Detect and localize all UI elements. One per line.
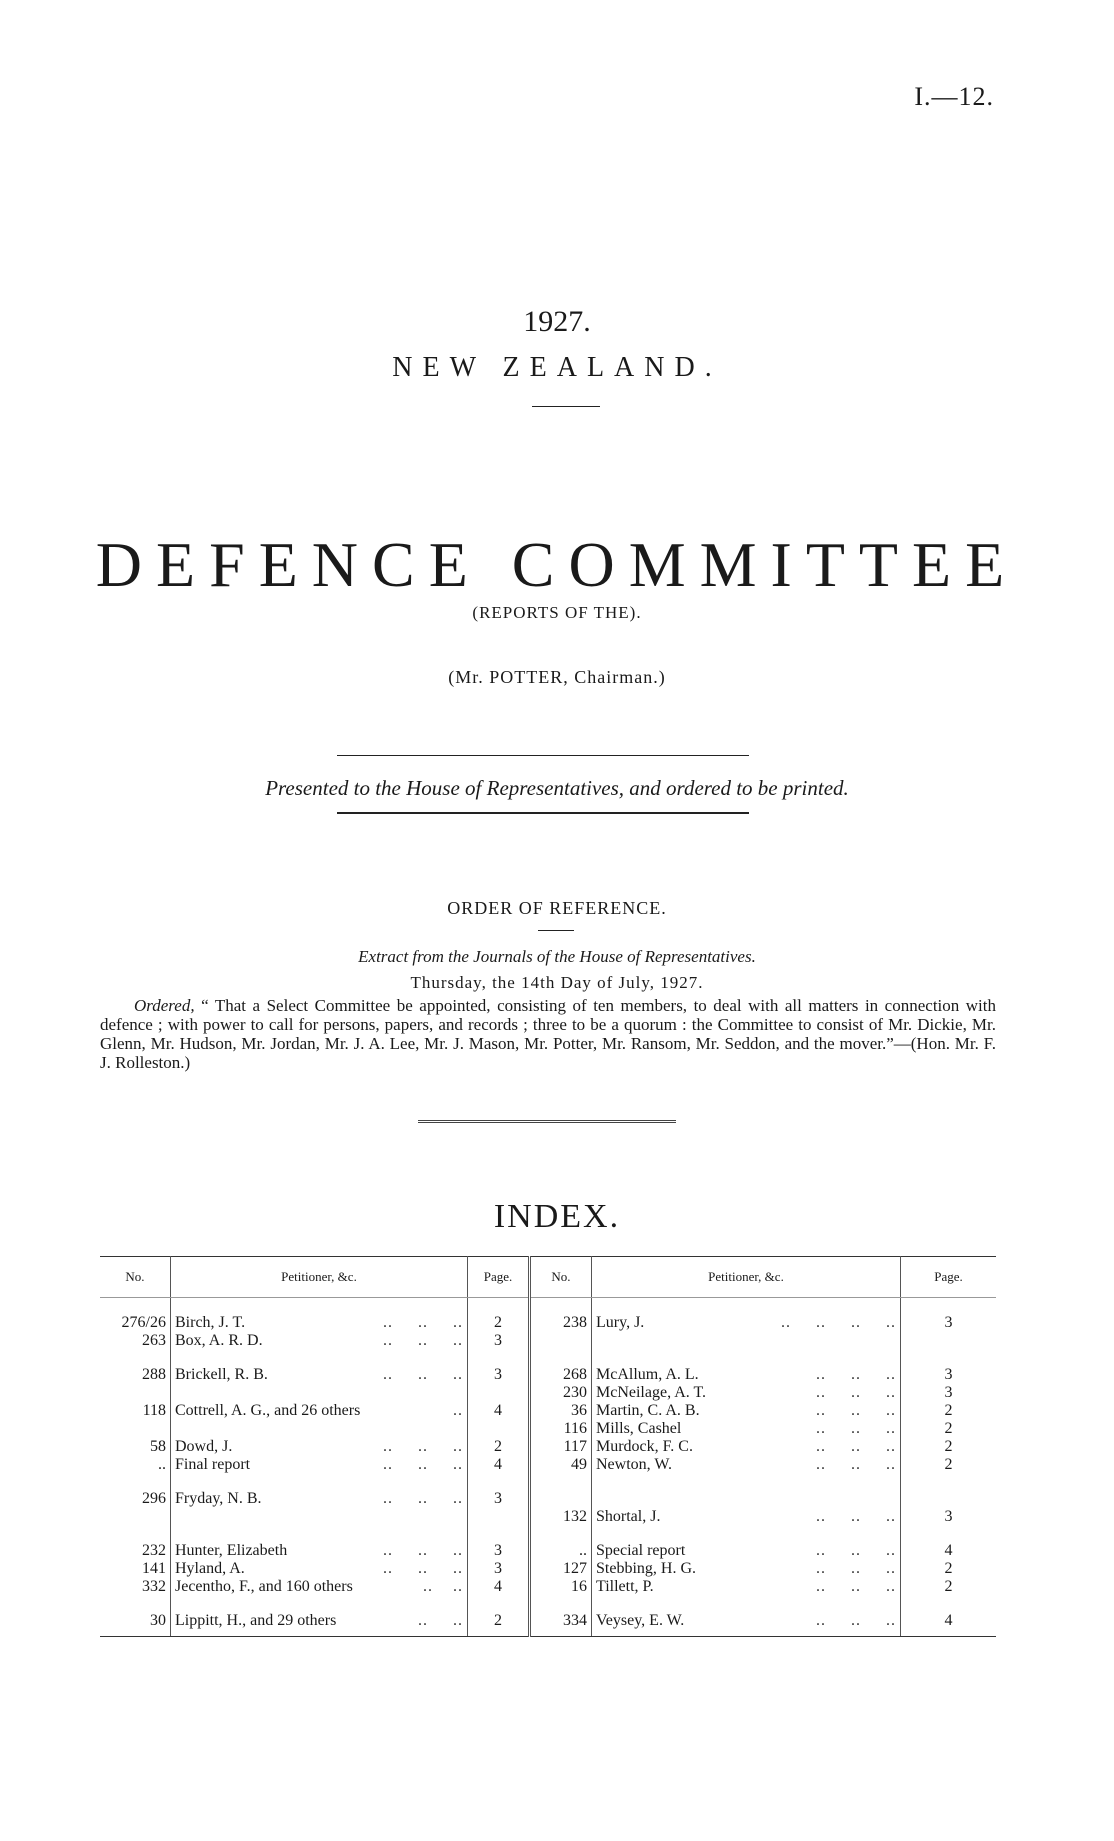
- header-page: Page.: [468, 1257, 530, 1298]
- row-page: 4: [468, 1456, 530, 1474]
- leader-dots-2: .. .. ..: [806, 1420, 896, 1437]
- row-petitioner-2: [592, 1384, 901, 1402]
- row-page-2: 2: [944, 1456, 953, 1473]
- row-page: 3: [468, 1366, 530, 1384]
- row-no-2: 49: [530, 1456, 592, 1474]
- table-row: [100, 1438, 996, 1456]
- row-petitioner-2: [592, 1366, 901, 1384]
- petitioner-name: Fryday, N. B.: [175, 1490, 262, 1507]
- table-row: [100, 1612, 996, 1637]
- row-petitioner-2: [592, 1420, 901, 1438]
- row-page: [468, 1508, 530, 1526]
- petitioner-name-2: Stebbing, H. G.: [596, 1560, 696, 1577]
- row-petitioner: [171, 1384, 468, 1402]
- row-page-2: 2: [944, 1402, 953, 1419]
- petitioner-name: Dowd, J.: [175, 1438, 233, 1455]
- divider-lower: [337, 812, 749, 814]
- leader-dots-2: .. .. ..: [806, 1384, 896, 1401]
- petitioner-name-2: Lury, J.: [596, 1314, 645, 1331]
- row-no: 141: [100, 1560, 171, 1578]
- row-page: 2: [468, 1438, 530, 1456]
- petitioner-name: Final report: [175, 1456, 251, 1473]
- row-no-2: 36: [530, 1402, 592, 1420]
- row-petitioner-2: [592, 1612, 901, 1637]
- petitioner-name: Birch, J. T.: [175, 1314, 246, 1331]
- row-petitioner: [171, 1420, 468, 1438]
- row-no: 332: [100, 1578, 171, 1596]
- leader-dots-2: .. .. .. ..: [771, 1314, 896, 1331]
- row-petitioner-2: [592, 1332, 901, 1350]
- row-page: 2: [468, 1298, 530, 1333]
- row-no: [100, 1384, 171, 1402]
- table-row: [100, 1490, 996, 1508]
- row-page-2: 3: [944, 1508, 953, 1525]
- table-row: [100, 1366, 996, 1384]
- page-title: DEFENCE COMMITTEE: [95, 529, 1019, 600]
- leader-dots: ..: [443, 1402, 463, 1419]
- row-petitioner-2: [592, 1508, 901, 1526]
- petitioner-name-2: Mills, Cashel: [596, 1420, 682, 1437]
- row-no: 276/26: [100, 1298, 171, 1333]
- row-petitioner-2: [592, 1438, 901, 1456]
- petitioner-name: Jecentho, F., and 160 others: [175, 1578, 353, 1595]
- row-page-2: 2: [944, 1560, 953, 1577]
- row-petitioner-2: [592, 1490, 901, 1508]
- index-body: [100, 1298, 996, 1637]
- row-no: [100, 1508, 171, 1526]
- row-no-2: 16: [530, 1578, 592, 1596]
- leader-dots: .. .. ..: [373, 1366, 463, 1383]
- row-no: 263: [100, 1332, 171, 1350]
- row-petitioner-2: [592, 1542, 901, 1560]
- table-row: [100, 1508, 996, 1526]
- index-title: INDEX.: [493, 1198, 621, 1235]
- leader-dots-2: .. .. ..: [806, 1402, 896, 1419]
- table-row: [100, 1456, 996, 1474]
- row-no-2: 116: [530, 1420, 592, 1438]
- row-petitioner: [171, 1366, 468, 1384]
- leader-dots: .. ..: [423, 1578, 463, 1595]
- row-page-2: 3: [944, 1384, 953, 1401]
- row-petitioner: [171, 1332, 468, 1350]
- leader-dots: .. ..: [408, 1612, 463, 1629]
- row-spacer: [100, 1350, 996, 1366]
- row-no: 118: [100, 1402, 171, 1420]
- divider-double: [418, 1120, 676, 1123]
- divider-short: [532, 406, 600, 407]
- row-petitioner: [171, 1560, 468, 1578]
- row-spacer: [100, 1474, 996, 1490]
- petitioner-name: Hyland, A.: [175, 1560, 245, 1577]
- header-no-2: No.: [530, 1257, 592, 1298]
- row-spacer: [100, 1526, 996, 1542]
- order-of-reference-heading: ORDER OF REFERENCE.: [447, 898, 667, 918]
- petitioner-name-2: Special report: [596, 1542, 686, 1559]
- row-petitioner: [171, 1456, 468, 1474]
- row-no-2: 117: [530, 1438, 592, 1456]
- table-row: [100, 1384, 996, 1402]
- row-page-2: 3: [944, 1366, 953, 1383]
- journal-extract-line: Extract from the Journals of the House of Representatives.: [358, 947, 756, 966]
- row-page: 3: [468, 1332, 530, 1350]
- petitioner-name-2: Veysey, E. W.: [596, 1612, 685, 1629]
- row-petitioner: [171, 1612, 468, 1637]
- header-petitioner: Petitioner, &c.: [171, 1257, 468, 1298]
- row-no: 232: [100, 1542, 171, 1560]
- row-petitioner-2: [592, 1578, 901, 1596]
- table-row: [100, 1298, 996, 1333]
- row-petitioner-2: [592, 1298, 901, 1333]
- leader-dots-2: .. .. ..: [806, 1542, 896, 1559]
- row-page-2: 4: [901, 1612, 997, 1637]
- row-no: 288: [100, 1366, 171, 1384]
- leader-dots: .. .. ..: [373, 1490, 463, 1507]
- petitioner-name-2: Martin, C. A. B.: [596, 1402, 700, 1419]
- row-no-2: 238: [530, 1298, 592, 1333]
- index-table: [100, 1256, 996, 1637]
- row-petitioner: [171, 1490, 468, 1508]
- petitioner-name: Lippitt, H., and 29 others: [175, 1612, 337, 1629]
- row-page: 4: [468, 1402, 530, 1420]
- leader-dots-2: .. .. ..: [806, 1456, 896, 1473]
- leader-dots-2: .. .. ..: [806, 1560, 896, 1577]
- leader-dots: .. .. ..: [373, 1542, 463, 1559]
- row-page: [468, 1384, 530, 1402]
- row-page: 3: [468, 1560, 530, 1578]
- row-no-2: 230: [530, 1384, 592, 1402]
- page-reference: I.—12.: [914, 82, 994, 111]
- row-no: 58: [100, 1438, 171, 1456]
- petitioner-name: Box, A. R. D.: [175, 1332, 263, 1349]
- row-page-2: 4: [944, 1542, 953, 1559]
- document-year: 1927.: [523, 305, 591, 338]
- leader-dots: .. .. ..: [373, 1560, 463, 1577]
- petitioner-name-2: Tillett, P.: [596, 1578, 654, 1595]
- row-petitioner: [171, 1542, 468, 1560]
- table-row: [100, 1578, 996, 1596]
- table-row: [100, 1420, 996, 1438]
- row-page: 4: [468, 1578, 530, 1596]
- dateline: Thursday, the 14th Day of July, 1927.: [410, 973, 704, 992]
- table-row: [100, 1560, 996, 1578]
- divider-upper: [337, 755, 749, 756]
- row-no-2: 127: [530, 1560, 592, 1578]
- row-page-2: 2: [944, 1420, 953, 1437]
- order-body: “ That a Select Committee be appointed, consisting of ten members, to deal with all matters in connection with defence ; with power to call for persons, papers, and records ; three to be a quorum : the Committee to consist of Mr. Dickie, Mr. Glenn, Mr. Hudson, Mr. Jordan, Mr. J. A. Lee, Mr. J. Mason, Mr. Potter, Mr. Ransom, Mr. Seddon, and the mover.”—(Hon. Mr. F. J. Rolleston.): [100, 996, 996, 1072]
- row-petitioner: [171, 1438, 468, 1456]
- header-no: No.: [100, 1257, 171, 1298]
- row-page: 2: [468, 1612, 530, 1637]
- row-no: 30: [100, 1612, 171, 1637]
- petitioner-name: Cottrell, A. G., and 26 others: [175, 1402, 361, 1419]
- row-petitioner: [171, 1578, 468, 1596]
- row-no-2: 268: [530, 1366, 592, 1384]
- row-petitioner-2: [592, 1456, 901, 1474]
- presented-line: Presented to the House of Representatives, and ordered to be printed.: [265, 776, 849, 800]
- leader-dots-2: .. .. ..: [806, 1508, 896, 1525]
- row-no-2: ..: [530, 1542, 592, 1560]
- order-lead: Ordered,: [134, 996, 195, 1015]
- divider-short-2: [538, 930, 574, 931]
- petitioner-name: Hunter, Elizabeth: [175, 1542, 288, 1559]
- header-page-2: Page.: [901, 1257, 997, 1298]
- petitioner-name-2: Newton, W.: [596, 1456, 672, 1473]
- chairman-line: (Mr. POTTER, Chairman.): [448, 667, 666, 687]
- row-petitioner: [171, 1402, 468, 1420]
- order-text: [100, 996, 996, 1072]
- row-page-2: [901, 1332, 997, 1350]
- leader-dots: .. .. ..: [373, 1438, 463, 1455]
- index-header-row: [100, 1257, 996, 1298]
- row-no: [100, 1420, 171, 1438]
- country-heading: NEW ZEALAND.: [392, 352, 722, 383]
- row-no-2: 132: [530, 1508, 592, 1526]
- petitioner-name-2: McAllum, A. L.: [596, 1366, 699, 1383]
- row-no: ..: [100, 1456, 171, 1474]
- leader-dots: .. .. ..: [373, 1332, 463, 1349]
- table-row: [100, 1332, 996, 1350]
- leader-dots-2: .. .. ..: [806, 1578, 896, 1595]
- row-page: 3: [468, 1542, 530, 1560]
- row-page-2: 2: [944, 1438, 953, 1455]
- row-petitioner-2: [592, 1402, 901, 1420]
- row-petitioner: [171, 1508, 468, 1526]
- row-page-2: [901, 1490, 997, 1508]
- petitioner-name-2: Shortal, J.: [596, 1508, 661, 1525]
- leader-dots-2: .. .. ..: [806, 1612, 896, 1629]
- petitioner-name-2: McNeilage, A. T.: [596, 1384, 707, 1401]
- table-row: [100, 1542, 996, 1560]
- row-page-2: 2: [944, 1578, 953, 1595]
- row-no-2: [530, 1490, 592, 1508]
- petitioner-name-2: Murdock, F. C.: [596, 1438, 693, 1455]
- table-row: [100, 1402, 996, 1420]
- row-petitioner: [171, 1298, 468, 1333]
- leader-dots-2: .. .. ..: [806, 1438, 896, 1455]
- leader-dots-2: .. .. ..: [806, 1366, 896, 1383]
- petitioner-name: Brickell, R. B.: [175, 1366, 268, 1383]
- page-subtitle: (REPORTS OF THE).: [472, 603, 642, 622]
- row-no: 296: [100, 1490, 171, 1508]
- row-page-2: 3: [944, 1314, 953, 1331]
- row-page: 3: [468, 1490, 530, 1508]
- leader-dots: .. .. ..: [373, 1314, 463, 1331]
- row-spacer: [100, 1596, 996, 1612]
- row-petitioner-2: [592, 1560, 901, 1578]
- header-petitioner-2: Petitioner, &c.: [592, 1257, 901, 1298]
- leader-dots: .. .. ..: [373, 1456, 463, 1473]
- row-no-2: [530, 1332, 592, 1350]
- row-no-2: 334: [530, 1612, 592, 1637]
- row-page: [468, 1420, 530, 1438]
